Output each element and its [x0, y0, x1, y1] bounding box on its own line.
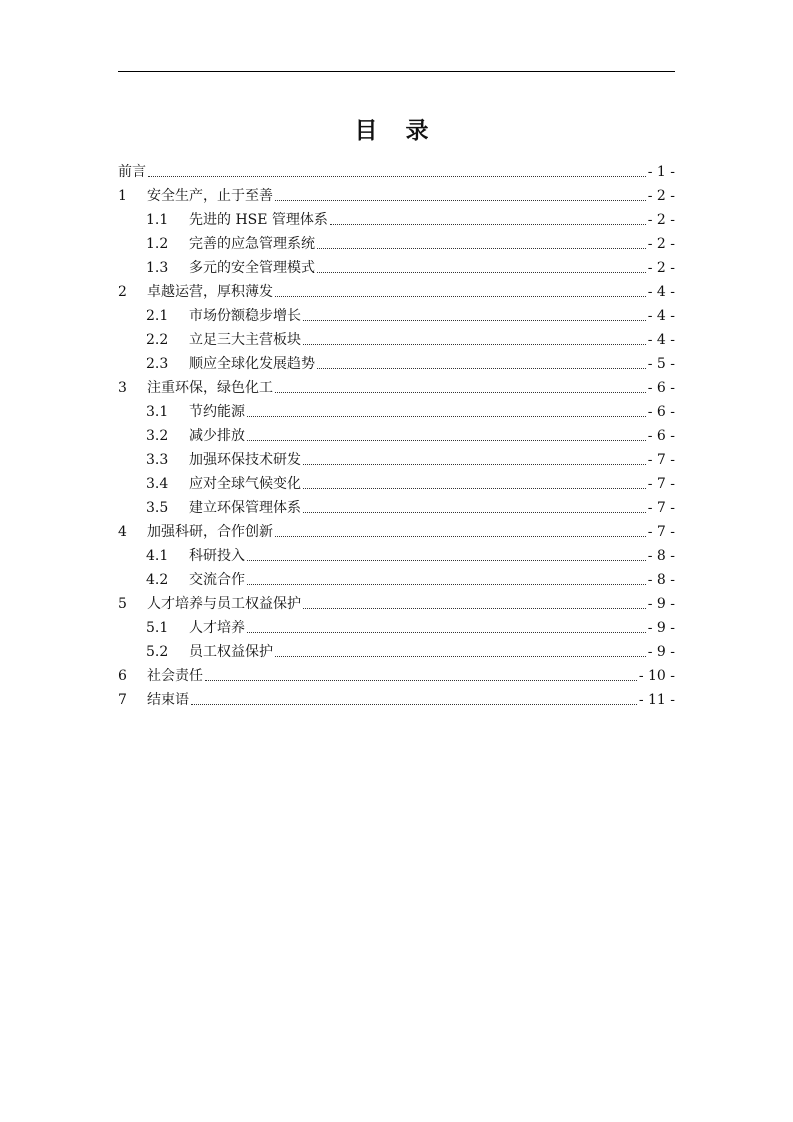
toc-entry-page: - 4 -: [647, 332, 675, 348]
toc-entry-number: 6: [118, 668, 127, 684]
toc-entry-title: 完善的应急管理系统: [189, 236, 315, 252]
toc-entry-number: 7: [118, 692, 127, 708]
toc-entry-page: - 9 -: [647, 620, 675, 636]
toc-entry-page: - 7 -: [647, 476, 675, 492]
toc-entry[interactable]: [118, 592, 675, 616]
toc-entry-title: 加强环保技术研发: [189, 452, 301, 468]
toc-entry[interactable]: [118, 208, 675, 232]
toc-entry-page: - 5 -: [647, 356, 675, 372]
toc-entry-number: 1: [118, 188, 127, 204]
toc-entry-number: 5: [118, 596, 127, 612]
toc-entry-page: - 1 -: [647, 164, 675, 180]
dot-leader: [275, 535, 646, 537]
toc-entry-title: 先进的 HSE 管理体系: [189, 212, 328, 228]
toc-entry-number: 3.5: [146, 500, 169, 516]
toc-entry[interactable]: [118, 664, 675, 688]
toc-entry-title: 多元的安全管理模式: [189, 260, 315, 276]
dot-leader: [317, 271, 646, 273]
toc-entry-number: 3: [118, 380, 127, 396]
toc-entry[interactable]: [118, 280, 675, 304]
toc-entry[interactable]: [118, 496, 675, 520]
dot-leader: [191, 703, 637, 705]
toc-entry[interactable]: [118, 400, 675, 424]
dot-leader: [303, 343, 646, 345]
toc-entry-page: - 2 -: [647, 236, 675, 252]
toc-entry-number: 3.4: [146, 476, 169, 492]
toc-entry-title: 人才培养与员工权益保护: [147, 596, 301, 612]
toc-entry[interactable]: [118, 472, 675, 496]
toc-entry-title: 员工权益保护: [189, 644, 273, 660]
toc-entry-page: - 11 -: [638, 692, 675, 708]
toc-entry-title: 顺应全球化发展趋势: [189, 356, 315, 372]
toc-entry[interactable]: [118, 520, 675, 544]
dot-leader: [275, 655, 646, 657]
toc-entry-page: - 4 -: [647, 308, 675, 324]
dot-leader: [275, 295, 646, 297]
dot-leader: [317, 247, 646, 249]
toc-entry-number: 4.2: [146, 572, 169, 588]
dot-leader: [205, 679, 637, 681]
dot-leader: [247, 559, 646, 561]
toc-entry-title: 交流合作: [189, 572, 245, 588]
toc-entry-title: 科研投入: [189, 548, 245, 564]
toc-entry-page: - 10 -: [638, 668, 675, 684]
toc-entry[interactable]: [118, 232, 675, 256]
toc-entry-number: 3.2: [146, 428, 169, 444]
toc-entry[interactable]: [118, 376, 675, 400]
dot-leader: [247, 439, 646, 441]
toc-entry-page: - 4 -: [647, 284, 675, 300]
toc-entry[interactable]: [118, 448, 675, 472]
toc-entry-number: 3.1: [146, 404, 169, 420]
toc-entry-title: 结束语: [147, 692, 189, 708]
toc-entry-page: - 8 -: [647, 572, 675, 588]
table-of-contents: [118, 160, 675, 712]
toc-entry-title: 市场份额稳步增长: [189, 308, 301, 324]
toc-entry-title: 节约能源: [189, 404, 245, 420]
dot-leader: [247, 583, 646, 585]
toc-entry[interactable]: [118, 352, 675, 376]
toc-entry-page: - 7 -: [647, 500, 675, 516]
dot-leader: [303, 463, 646, 465]
dot-leader: [303, 607, 646, 609]
toc-entry[interactable]: [118, 328, 675, 352]
toc-entry-number: 4: [118, 524, 127, 540]
toc-entry-title: 立足三大主营板块: [189, 332, 301, 348]
toc-entry-title: 人才培养: [189, 620, 245, 636]
dot-leader: [330, 223, 646, 225]
toc-entry[interactable]: [118, 160, 675, 184]
toc-entry-page: - 7 -: [647, 452, 675, 468]
toc-entry-number: 2.1: [146, 308, 169, 324]
toc-entry-page: - 6 -: [647, 380, 675, 396]
toc-entry-number: 4.1: [146, 548, 169, 564]
dot-leader: [247, 415, 646, 417]
toc-entry-page: - 2 -: [647, 188, 675, 204]
toc-entry-title: 安全生产，止于至善: [147, 188, 273, 204]
dot-leader: [148, 175, 646, 177]
toc-entry-page: - 9 -: [647, 644, 675, 660]
toc-entry[interactable]: [118, 640, 675, 664]
toc-entry-page: - 6 -: [647, 428, 675, 444]
dot-leader: [275, 199, 646, 201]
toc-entry-number: 3.3: [146, 452, 169, 468]
toc-entry-title: 建立环保管理体系: [189, 500, 301, 516]
toc-entry-number: 1.2: [146, 236, 169, 252]
toc-entry-title: 社会责任: [147, 668, 203, 684]
toc-entry-title: 卓越运营，厚积薄发: [147, 284, 273, 300]
dot-leader: [303, 511, 646, 513]
header-rule: [118, 71, 675, 72]
toc-entry-number: 2.2: [146, 332, 169, 348]
toc-entry-page: - 9 -: [647, 596, 675, 612]
toc-entry[interactable]: [118, 256, 675, 280]
toc-entry-page: - 6 -: [647, 404, 675, 420]
toc-entry[interactable]: [118, 424, 675, 448]
toc-entry-title: 应对全球气候变化: [189, 476, 301, 492]
dot-leader: [303, 319, 646, 321]
toc-entry[interactable]: [118, 688, 675, 712]
toc-entry-number: 2: [118, 284, 127, 300]
toc-entry-title: 前言: [118, 164, 146, 180]
toc-entry[interactable]: [118, 304, 675, 328]
toc-title: 目 录: [354, 118, 439, 144]
toc-entry-number: 1.3: [146, 260, 169, 276]
toc-entry-number: 2.3: [146, 356, 169, 372]
toc-entry-number: 5.1: [146, 620, 169, 636]
toc-entry-title: 减少排放: [189, 428, 245, 444]
toc-entry[interactable]: [118, 568, 675, 592]
toc-entry-title: 加强科研，合作创新: [147, 524, 273, 540]
toc-entry[interactable]: [118, 544, 675, 568]
dot-leader: [247, 631, 646, 633]
toc-entry[interactable]: [118, 616, 675, 640]
toc-entry[interactable]: [118, 184, 675, 208]
dot-leader: [275, 391, 646, 393]
toc-entry-title: 注重环保，绿色化工: [147, 380, 273, 396]
toc-entry-page: - 7 -: [647, 524, 675, 540]
toc-entry-number: 5.2: [146, 644, 169, 660]
dot-leader: [303, 487, 646, 489]
toc-entry-number: 1.1: [146, 212, 169, 228]
dot-leader: [317, 367, 646, 369]
toc-entry-page: - 2 -: [647, 260, 675, 276]
toc-entry-page: - 8 -: [647, 548, 675, 564]
toc-entry-page: - 2 -: [647, 212, 675, 228]
